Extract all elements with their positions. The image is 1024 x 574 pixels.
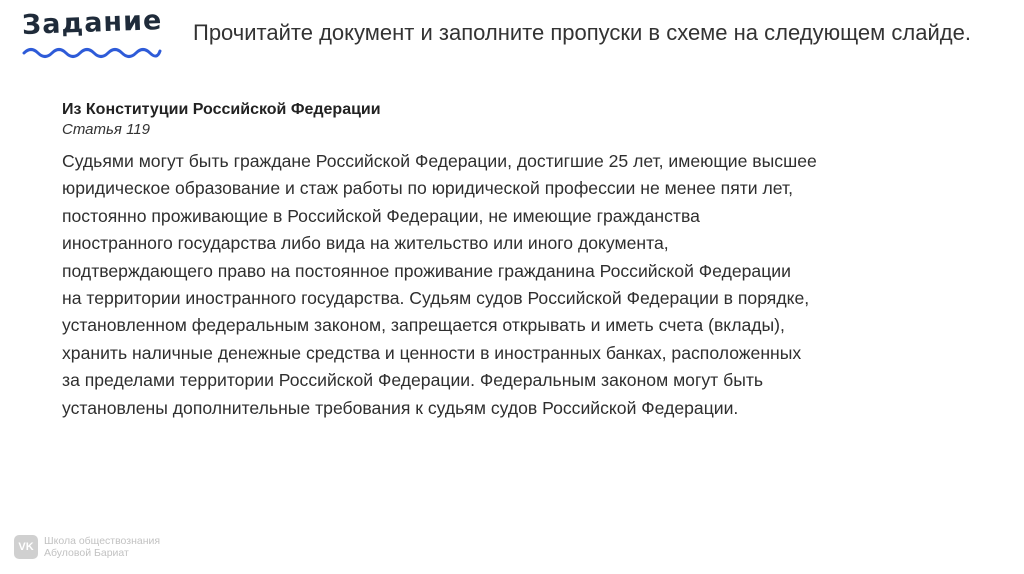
vk-logo-icon: VK [14, 535, 38, 559]
document-article-number: Статья 119 [62, 121, 150, 138]
task-badge [21, 5, 172, 61]
document-line: установлены дополнительные требования к судьям судов Российской Федерации. [62, 397, 739, 418]
document-line: иностранного государства либо вида на жительство или иного документа, [62, 233, 669, 254]
watermark-line-2: Абуловой Бариат [44, 547, 129, 559]
document-line: подтверждающего право на постоянное проживание гражданина Российской Федерации [62, 260, 791, 281]
watermark-text [44, 535, 160, 559]
watermark-line-1: Школа обществознания [44, 535, 161, 547]
document-line: Судьями могут быть граждане Российской Федерации, достигшие 25 лет, имеющие высшее [62, 151, 817, 171]
document-line: хранить наличные денежные средства и ценности в иностранных банках, расположенных [62, 342, 802, 363]
watermark [14, 535, 160, 559]
document-body-text [62, 148, 977, 422]
wave-decoration-icon [22, 45, 162, 61]
badge-title: Задание [21, 5, 163, 41]
document-line: установленном федеральным законом, запрещается открывать и иметь счета (вклады), [62, 315, 785, 336]
document-line: на территории иностранного государства. Судьям судов Российской Федерации в порядке, [62, 288, 810, 309]
document-line: юридическое образование и стаж работы по юридической профессии не менее пяти лет, [62, 178, 793, 199]
task-instruction: Прочитайте документ и заполните пропуски в схеме на следующем слайде. [193, 20, 971, 45]
document-line: за пределами территории Российской Федерации. Федеральным законом могут быть [62, 370, 764, 391]
document-source-title: Из Конституции Российской Федерации [62, 101, 381, 118]
document-line: постоянно проживающие в Российской Федерации, не имеющие гражданства [62, 205, 700, 226]
